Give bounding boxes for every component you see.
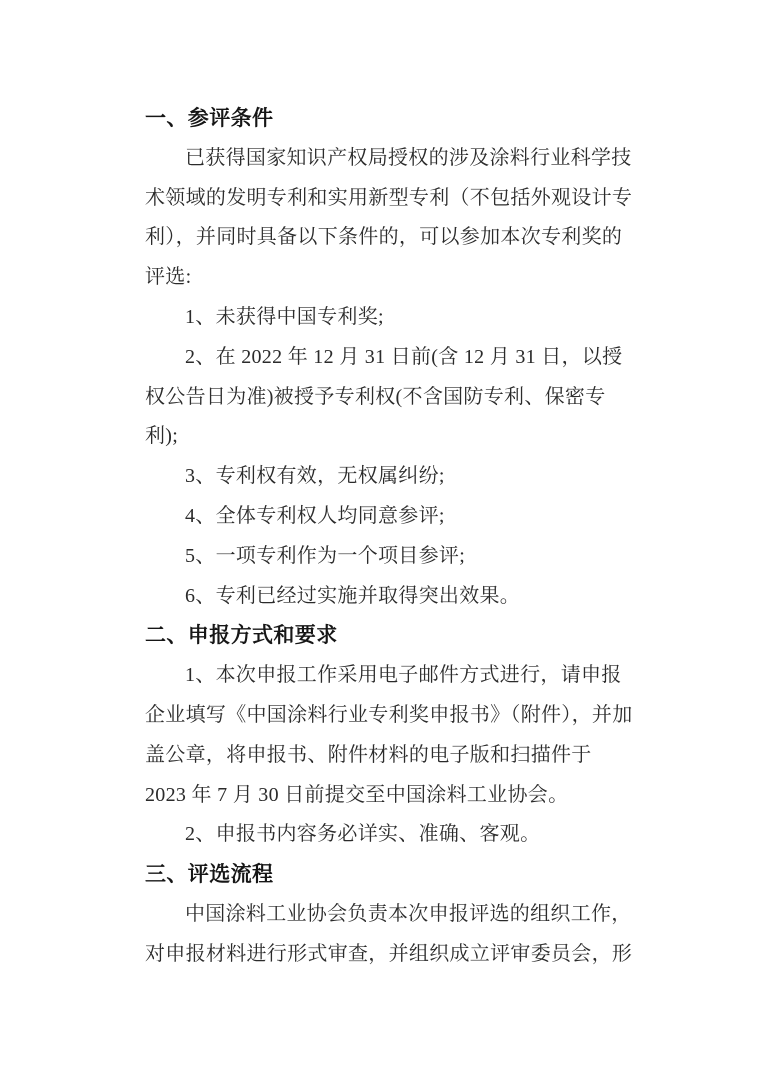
- text-line: 评选:: [145, 266, 192, 289]
- text-line: 权公告日为准)被授予专利权(不含国防专利、保密专: [145, 385, 606, 408]
- section-heading: 三、评选流程: [145, 863, 274, 887]
- text-line: 4、全体专利权人均同意参评;: [185, 504, 445, 527]
- text-line: 2023 年 7 月 30 日前提交至中国涂料工业协会。: [145, 783, 569, 806]
- text-line: 企业填写《中国涂料行业专利奖申报书》（附件），并加: [145, 703, 633, 726]
- text-line: 6、专利已经过实施并取得突出效果。: [185, 584, 521, 607]
- text-line: 盖公章，将申报书、附件材料的电子版和扫描件于: [145, 743, 592, 766]
- text-line: 1、未获得中国专利奖;: [185, 305, 384, 328]
- text-line: 3、专利权有效，无权属纠纷;: [185, 465, 445, 488]
- text-line: 中国涂料工业协会负责本次申报评选的组织工作，: [185, 902, 632, 925]
- text-line: 2、在 2022 年 12 月 31 日前(含 12 月 31 日，以授: [185, 345, 623, 368]
- text-line: 术领域的发明专利和实用新型专利（不包括外观设计专: [145, 186, 633, 209]
- text-line: 利);: [145, 425, 179, 448]
- text-line: 对申报材料进行形式审查，并组织成立评审委员会，形: [145, 942, 633, 965]
- text-line: 2、申报书内容务必详实、准确、客观。: [185, 823, 541, 846]
- text-line: 1、本次申报工作采用电子邮件方式进行，请申报: [185, 664, 622, 687]
- section-heading: 一、参评条件: [145, 107, 274, 130]
- text-line: 已获得国家知识产权局授权的涉及涂料行业科学技: [185, 146, 632, 169]
- section-heading: 二、申报方式和要求: [145, 624, 338, 648]
- text-line: 利），并同时具备以下条件的，可以参加本次专利奖的: [145, 226, 623, 249]
- text-line: 5、一项专利作为一个项目参评;: [185, 544, 466, 567]
- text-block: [145, 99, 645, 975]
